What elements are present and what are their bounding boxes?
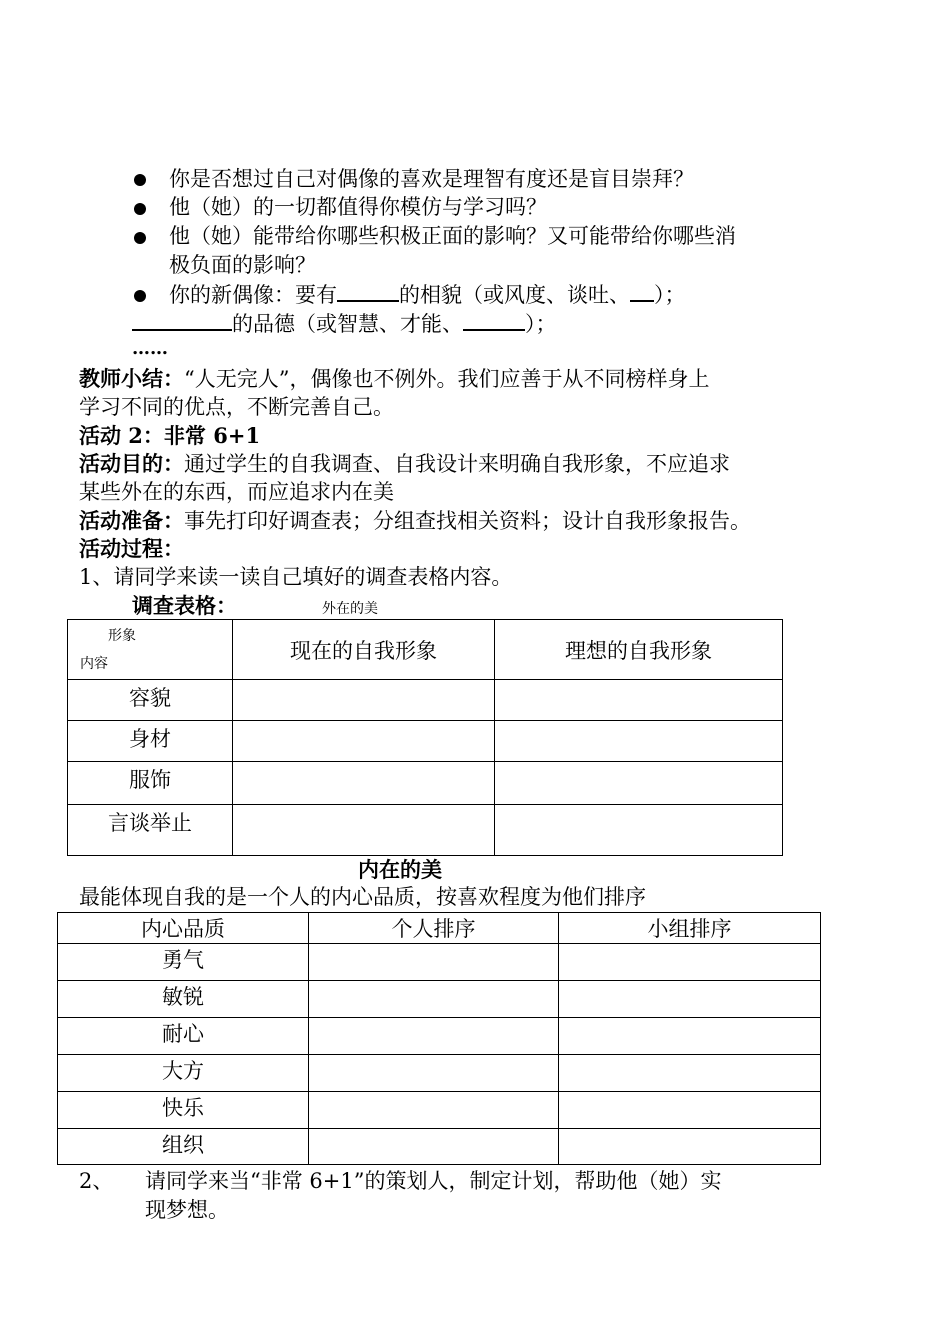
idol-text-e: ）；	[525, 312, 557, 336]
quality-generosity: 大方	[58, 1055, 309, 1092]
step1-text: 1、请同学来读一读自己填好的调查表格内容。	[79, 565, 513, 589]
col-current-self: 现在的自我形象	[233, 620, 495, 680]
ellipsis: ……	[132, 338, 168, 359]
row-label-figure: 身材	[68, 721, 233, 762]
table-row	[68, 762, 783, 805]
cell-empty	[559, 1092, 821, 1129]
idol-text-c: ）；	[654, 283, 686, 307]
prep-text: 事先打印好调查表；分组查找相关资料；设计自我形象报告。	[184, 509, 751, 533]
cell-empty	[233, 762, 495, 805]
cell-empty	[233, 680, 495, 721]
cell-empty	[559, 1018, 821, 1055]
inner-beauty-title: 内在的美	[358, 857, 442, 882]
cell-empty	[559, 981, 821, 1018]
idol-text-d: 的品德（或智慧、才能、	[232, 312, 463, 336]
table-row	[58, 1129, 821, 1165]
table-row	[58, 944, 821, 981]
table-row	[68, 721, 783, 762]
col-personal-rank: 个人排序	[309, 913, 559, 944]
purpose-text-1: 通过学生的自我调查、自我设计来明确自我形象，不应追求	[184, 452, 730, 476]
step2-number: 2、	[79, 1169, 114, 1193]
corner-bottom-label: 内容	[80, 656, 108, 672]
cell-empty	[495, 680, 783, 721]
blank-speech	[630, 280, 654, 302]
table-row	[58, 1018, 821, 1055]
cell-empty	[309, 1055, 559, 1092]
bullet-dot-2	[134, 203, 146, 215]
summary-text-1: “人无完人”，偶像也不例外。我们应善于从不同榜样身上	[184, 367, 710, 391]
cell-empty	[309, 1092, 559, 1129]
inner-table	[57, 912, 821, 1165]
cell-empty	[309, 944, 559, 981]
cell-empty	[309, 981, 559, 1018]
quality-happiness: 快乐	[58, 1092, 309, 1129]
outer-beauty-title: 外在的美	[322, 601, 378, 617]
purpose-label: 活动目的：	[79, 451, 184, 476]
row-label-clothing: 服饰	[68, 762, 233, 805]
quality-sharpness: 敏锐	[58, 981, 309, 1018]
col-quality: 内心品质	[58, 913, 309, 944]
process-label: 活动过程：	[79, 536, 184, 561]
bullet-text-1: 你是否想过自己对偶像的喜欢是理智有度还是盲目崇拜？	[169, 167, 694, 191]
table-row	[58, 1055, 821, 1092]
cell-empty	[559, 1129, 821, 1165]
purpose-line-2: 某些外在的东西，而应追求内在美	[79, 480, 394, 504]
survey-header-row	[68, 620, 783, 680]
col-ideal-self: 理想的自我形象	[495, 620, 783, 680]
cell-empty	[495, 805, 783, 856]
quality-courage: 勇气	[58, 944, 309, 981]
cell-empty	[309, 1129, 559, 1165]
step2-text-1: 请同学来当“非常 6+1”的策划人，制定计划，帮助他（她）实	[145, 1169, 722, 1193]
inner-intro: 最能体现自我的是一个人的内心品质，按喜欢程度为他们排序	[79, 885, 646, 909]
purpose-line-1	[79, 450, 730, 478]
cell-empty	[559, 1055, 821, 1092]
blank-virtue	[132, 309, 232, 331]
idol-line-1	[169, 280, 686, 309]
step2-text-2: 现梦想。	[145, 1198, 229, 1222]
cell-empty	[233, 721, 495, 762]
row-label-appearance: 容貌	[68, 680, 233, 721]
cell-empty	[559, 944, 821, 981]
idol-text-b: 的相貌（或风度、谈吐、	[399, 283, 630, 307]
cell-empty	[495, 721, 783, 762]
prep-line	[79, 507, 751, 535]
prep-label: 活动准备：	[79, 508, 184, 533]
blank-talent	[463, 309, 525, 331]
quality-organization: 组织	[58, 1129, 309, 1165]
survey-label: 调查表格：	[132, 593, 237, 618]
bullet-dot-1	[134, 174, 146, 186]
bullet-text-3: 他（她）能带给你哪些积极正面的影响？又可能带给你哪些消	[169, 224, 736, 248]
table-row	[68, 805, 783, 856]
survey-table	[67, 619, 783, 856]
inner-header-row	[58, 913, 821, 944]
bullet-text-2: 他（她）的一切都值得你模仿与学习吗？	[169, 195, 547, 219]
activity2-title: 活动 2：非常 6+1	[79, 423, 261, 448]
cell-empty	[309, 1018, 559, 1055]
corner-top-label: 形象	[108, 628, 136, 644]
col-group-rank: 小组排序	[559, 913, 821, 944]
summary-label: 教师小结：	[79, 366, 184, 391]
bullet-dot-3	[134, 232, 146, 244]
bullet-dot-4	[134, 290, 146, 302]
bullet-text-3-cont: 极负面的影响？	[169, 253, 316, 277]
row-label-manner: 言谈举止	[68, 805, 233, 856]
blank-appearance	[337, 280, 399, 302]
cell-empty	[233, 805, 495, 856]
table-row	[68, 680, 783, 721]
quality-patience: 耐心	[58, 1018, 309, 1055]
table-row	[58, 1092, 821, 1129]
table-row	[58, 981, 821, 1018]
summary-line-1	[79, 365, 709, 393]
idol-line-2	[132, 309, 557, 338]
summary-line-2: 学习不同的优点，不断完善自己。	[79, 395, 394, 419]
corner-cell	[68, 620, 233, 680]
cell-empty	[495, 762, 783, 805]
idol-text-a: 你的新偶像：要有	[169, 283, 337, 307]
